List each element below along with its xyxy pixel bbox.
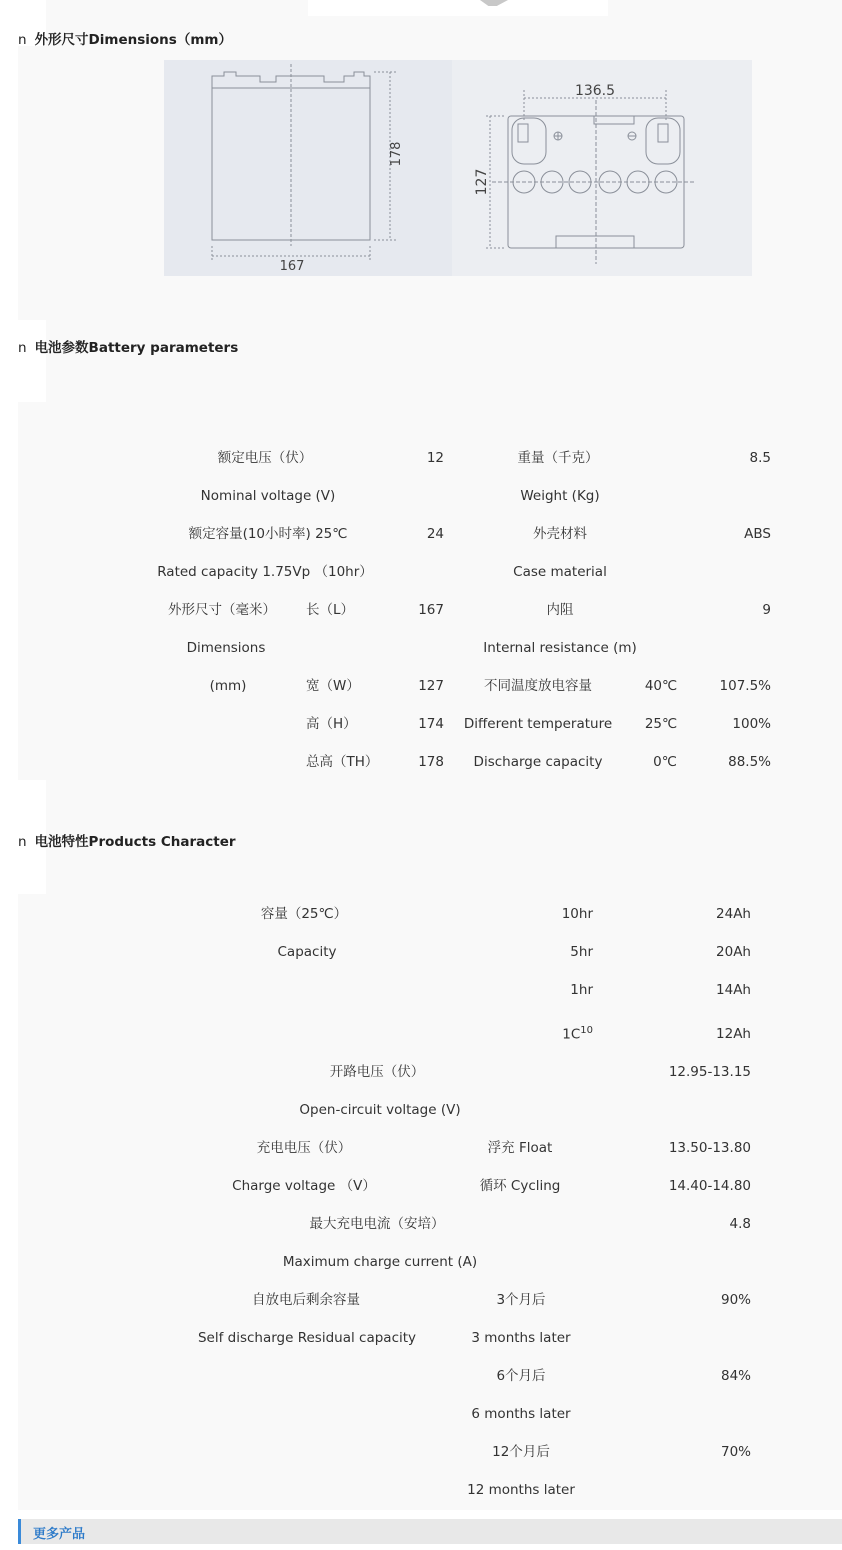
capacity-rate-1c: $1C^{10}$ bbox=[562, 1025, 593, 1043]
temp-40: 40℃ bbox=[644, 678, 678, 694]
rated-capacity-cn: 额定容量(10小时率) 25℃ bbox=[188, 526, 348, 542]
self-discharge-12m-cn: 12个月后 bbox=[492, 1444, 550, 1460]
self-discharge-12m-en: 12 months later bbox=[467, 1482, 575, 1498]
capacity-en: Capacity bbox=[277, 944, 337, 960]
self-discharge-en: Self discharge Residual capacity bbox=[197, 1330, 417, 1346]
parameters-heading: n 电池参数Battery parameters bbox=[18, 340, 239, 356]
temp-0: 0℃ bbox=[653, 754, 677, 770]
max-current-en: Maximum charge current (A) bbox=[282, 1254, 478, 1270]
self-discharge-3m-value: 90% bbox=[720, 1292, 751, 1308]
capacity-value-5hr: 20Ah bbox=[716, 944, 751, 960]
capacity-value-10hr: 24Ah bbox=[716, 906, 751, 922]
nominal-voltage-en: Nominal voltage (V) bbox=[200, 488, 336, 504]
dimensions-unit: (mm) bbox=[209, 678, 247, 694]
temp-capacity-en1: Different temperature bbox=[463, 716, 613, 732]
capacity-value-1c: 12Ah bbox=[716, 1026, 751, 1042]
dimension-diagram bbox=[164, 60, 752, 276]
weight-cn: 重量（千克） bbox=[517, 450, 599, 466]
max-current-value: 4.8 bbox=[729, 1216, 751, 1232]
capacity-cn: 容量（25℃） bbox=[260, 906, 348, 922]
width-label: 宽（W） bbox=[306, 678, 360, 694]
internal-resistance-value: 9 bbox=[762, 602, 771, 618]
nominal-voltage-value: 12 bbox=[426, 450, 444, 466]
internal-resistance-en: Internal resistance (m) bbox=[483, 640, 637, 656]
left-gap bbox=[18, 320, 46, 402]
capacity-rate-10hr: 10hr bbox=[561, 906, 593, 922]
character-heading: n 电池特性Products Character bbox=[18, 834, 236, 850]
ocv-cn: 开路电压（伏） bbox=[329, 1064, 425, 1080]
self-discharge-cn: 自放电后剩余容量 bbox=[252, 1292, 360, 1308]
dimensions-heading: n 外形尺寸Dimensions（mm） bbox=[18, 32, 232, 48]
side-height-label: 178 bbox=[389, 141, 404, 167]
capacity-rate-5hr: 5hr bbox=[570, 944, 593, 960]
length-value: 167 bbox=[418, 602, 444, 618]
top-depth-label: 127 bbox=[474, 168, 490, 196]
temp-capacity-cn: 不同温度放电容量 bbox=[484, 678, 592, 694]
ocv-value: 12.95-13.15 bbox=[668, 1064, 751, 1080]
temp-25: 25℃ bbox=[644, 716, 678, 732]
case-material-cn: 外壳材料 bbox=[533, 526, 587, 542]
more-products-bar[interactable] bbox=[18, 1519, 842, 1544]
max-current-cn: 最大充电电流（安培） bbox=[309, 1216, 445, 1232]
product-image-bottom bbox=[308, 0, 608, 16]
dimensions-en: Dimensions bbox=[186, 640, 266, 656]
self-discharge-3m-cn: 3个月后 bbox=[496, 1292, 546, 1308]
charge-voltage-en: Charge voltage （V） bbox=[232, 1178, 376, 1194]
weight-en: Weight (Kg) bbox=[520, 488, 600, 504]
self-discharge-6m-en: 6 months later bbox=[471, 1406, 571, 1422]
length-label: 长（L） bbox=[306, 602, 355, 618]
side-width-label: 167 bbox=[279, 259, 305, 274]
temp-40-value: 107.5% bbox=[719, 678, 771, 694]
height-value: 174 bbox=[418, 716, 444, 732]
cycling-value: 14.40-14.80 bbox=[668, 1178, 751, 1194]
rated-capacity-en: Rated capacity 1.75Vp （10hr） bbox=[157, 564, 373, 580]
temp-0-value: 88.5% bbox=[728, 754, 771, 770]
charge-voltage-cn: 充电电压（伏） bbox=[256, 1140, 352, 1156]
total-height-label: 总高（TH） bbox=[306, 754, 379, 770]
height-label: 高（H） bbox=[306, 716, 357, 732]
case-material-value: ABS bbox=[744, 526, 771, 542]
capacity-value-1hr: 14Ah bbox=[716, 982, 751, 998]
self-discharge-12m-value: 70% bbox=[720, 1444, 751, 1460]
top-width-label: 136.5 bbox=[574, 83, 616, 99]
self-discharge-3m-en: 3 months later bbox=[471, 1330, 571, 1346]
more-products-link[interactable]: 更多产品 bbox=[33, 1527, 86, 1542]
dimensions-cn: 外形尺寸（毫米） bbox=[168, 602, 276, 618]
case-material-en: Case material bbox=[513, 564, 607, 580]
weight-value: 8.5 bbox=[749, 450, 771, 466]
self-discharge-6m-cn: 6个月后 bbox=[496, 1368, 546, 1384]
float-label: 浮充 Float bbox=[487, 1140, 553, 1156]
temp-capacity-en2: Discharge capacity bbox=[473, 754, 603, 770]
cycling-label: 循环 Cycling bbox=[479, 1178, 561, 1194]
self-discharge-6m-value: 84% bbox=[720, 1368, 751, 1384]
capacity-rate-1hr: 1hr bbox=[570, 982, 593, 998]
width-value: 127 bbox=[418, 678, 444, 694]
total-height-value: 178 bbox=[418, 754, 444, 770]
internal-resistance-cn: 内阻 bbox=[546, 602, 574, 618]
ocv-en: Open-circuit voltage (V) bbox=[299, 1102, 461, 1118]
temp-25-value: 100% bbox=[732, 716, 771, 732]
float-value: 13.50-13.80 bbox=[668, 1140, 751, 1156]
nominal-voltage-cn: 额定电压（伏） bbox=[217, 450, 313, 466]
rated-capacity-value: 24 bbox=[426, 526, 444, 542]
